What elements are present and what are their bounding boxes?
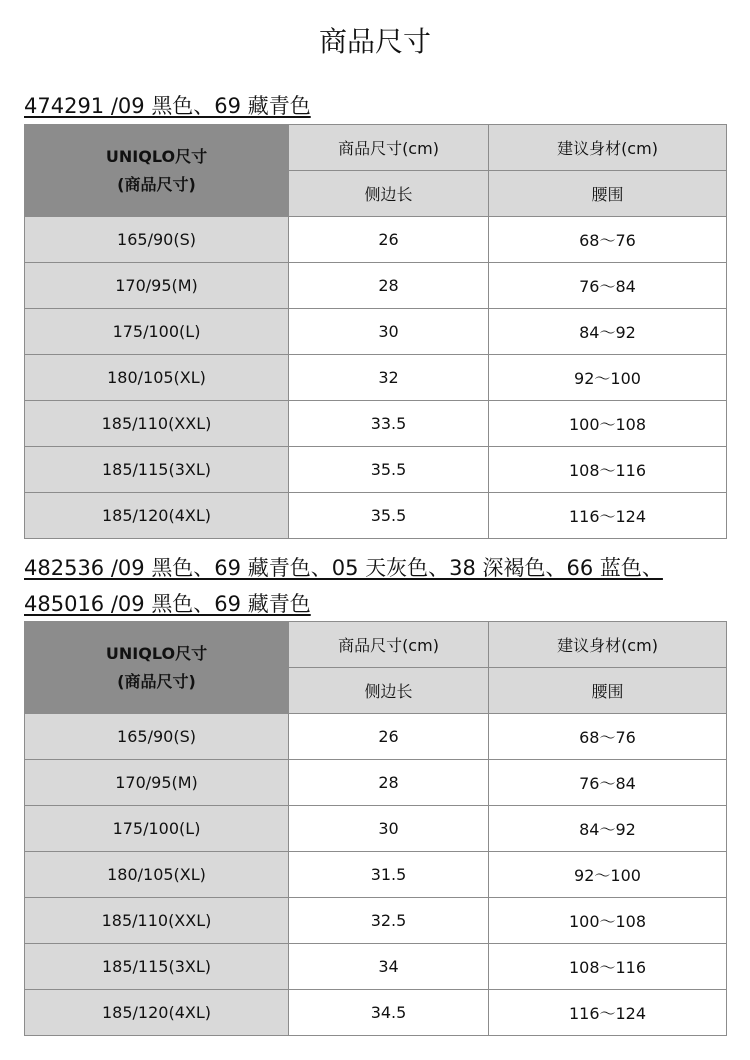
section-heading-continued: 485016 /09 黑色、69 藏青色 [24, 592, 311, 616]
size-cell: 185/120(4XL) [25, 990, 289, 1036]
side-length-cell: 33.5 [289, 401, 489, 447]
side-length-cell: 30 [289, 806, 489, 852]
size-table [24, 124, 727, 539]
page-title: 商品尺寸 [318, 25, 431, 58]
waist-cell: 76～84 [489, 263, 727, 309]
size-cell: 185/110(XXL) [25, 898, 289, 944]
side-length-cell: 26 [289, 714, 489, 760]
waist-cell: 68～76 [489, 714, 727, 760]
side-length-cell: 35.5 [289, 493, 489, 539]
table-header-row [25, 622, 727, 668]
corner-label: UNIQLO尺寸 [105, 146, 208, 166]
waist-cell: 84～92 [489, 309, 727, 355]
table-row [25, 447, 727, 493]
table-row [25, 493, 727, 539]
group-header-body: 建议身材(cm) [489, 622, 727, 668]
group-header-body: 建议身材(cm) [489, 125, 727, 171]
side-length-cell: 30 [289, 309, 489, 355]
side-length-cell: 28 [289, 760, 489, 806]
table-row [25, 714, 727, 760]
section-heading: 482536 /09 黑色、69 藏青色、05 天灰色、38 深褐色、66 蓝色、 [24, 556, 663, 580]
waist-cell: 116～124 [489, 990, 727, 1036]
table-row [25, 806, 727, 852]
side-length-cell: 26 [289, 217, 489, 263]
waist-cell: 84～92 [489, 806, 727, 852]
table-row [25, 852, 727, 898]
column-header-waist: 腰围 [489, 171, 727, 217]
size-cell: 165/90(S) [25, 714, 289, 760]
side-length-cell: 34 [289, 944, 489, 990]
size-cell: 185/120(4XL) [25, 493, 289, 539]
corner-sublabel: (商品尺寸) [117, 174, 196, 194]
waist-cell: 92～100 [489, 355, 727, 401]
table-row [25, 760, 727, 806]
waist-cell: 68～76 [489, 217, 727, 263]
corner-sublabel: (商品尺寸) [117, 671, 196, 691]
column-header-side-length: 侧边长 [289, 171, 489, 217]
size-cell: 175/100(L) [25, 806, 289, 852]
section-heading: 474291 /09 黑色、69 藏青色 [24, 94, 311, 118]
side-length-cell: 35.5 [289, 447, 489, 493]
size-table [24, 621, 727, 1036]
waist-cell: 100～108 [489, 898, 727, 944]
table-header-row [25, 125, 727, 171]
column-header-waist: 腰围 [489, 668, 727, 714]
waist-cell: 100～108 [489, 401, 727, 447]
size-cell: 180/105(XL) [25, 355, 289, 401]
side-length-cell: 32.5 [289, 898, 489, 944]
table-row [25, 263, 727, 309]
size-cell: 165/90(S) [25, 217, 289, 263]
table-row [25, 990, 727, 1036]
waist-cell: 92～100 [489, 852, 727, 898]
side-length-cell: 28 [289, 263, 489, 309]
table-row [25, 898, 727, 944]
size-cell: 180/105(XL) [25, 852, 289, 898]
waist-cell: 76～84 [489, 760, 727, 806]
size-cell: 185/110(XXL) [25, 401, 289, 447]
waist-cell: 108～116 [489, 944, 727, 990]
table-row [25, 217, 727, 263]
table-row [25, 355, 727, 401]
size-cell: 170/95(M) [25, 760, 289, 806]
column-header-side-length: 侧边长 [289, 668, 489, 714]
size-cell: 170/95(M) [25, 263, 289, 309]
waist-cell: 116～124 [489, 493, 727, 539]
side-length-cell: 32 [289, 355, 489, 401]
corner-header-cell [25, 125, 289, 217]
table-row [25, 944, 727, 990]
side-length-cell: 34.5 [289, 990, 489, 1036]
table-row [25, 401, 727, 447]
size-cell: 185/115(3XL) [25, 447, 289, 493]
corner-header-cell [25, 622, 289, 714]
side-length-cell: 31.5 [289, 852, 489, 898]
waist-cell: 108～116 [489, 447, 727, 493]
table-row [25, 309, 727, 355]
size-cell: 185/115(3XL) [25, 944, 289, 990]
group-header-product: 商品尺寸(cm) [289, 125, 489, 171]
corner-label: UNIQLO尺寸 [105, 643, 208, 663]
size-cell: 175/100(L) [25, 309, 289, 355]
group-header-product: 商品尺寸(cm) [289, 622, 489, 668]
